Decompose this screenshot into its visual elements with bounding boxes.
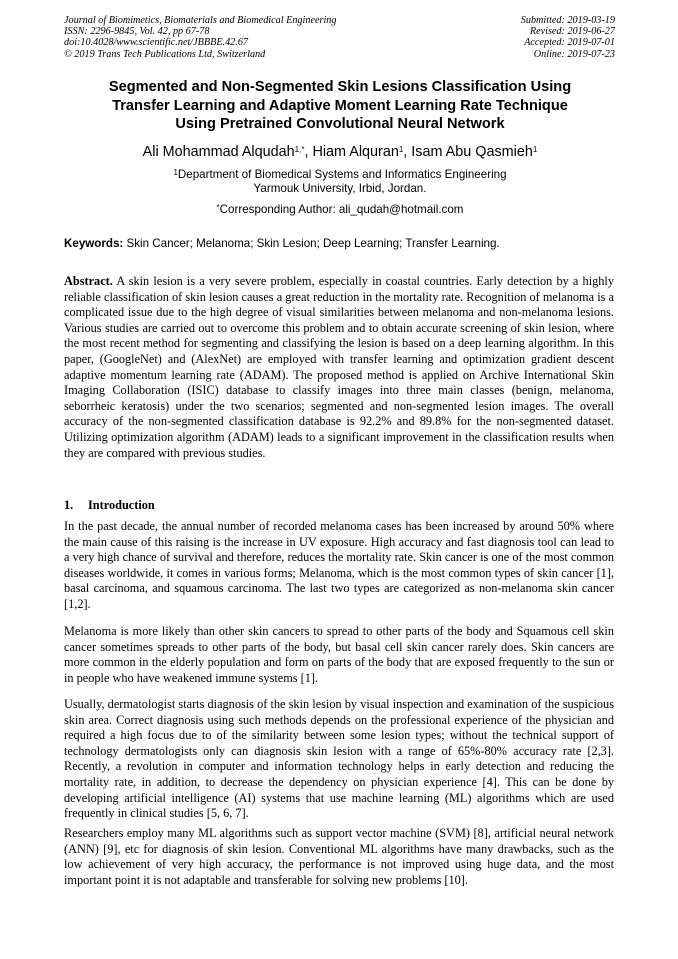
paragraph: Melanoma is more likely than other skin cancers to spread to other parts of the body and Squamous cell skin cancer sometimes spreads to other parts of the body, but basal cell skin cancer rarely does. Skin cancers are more common in the elderly population and form on parts of the body that are exposed frequently to the sun or in people who have weakened immune systems [1]. <box>64 624 614 685</box>
section-heading-introduction <box>64 498 155 513</box>
affiliation-university: Yarmouk University, Irbid, Jordan. <box>253 182 427 196</box>
author-affiliation-mark: 1 <box>532 145 538 154</box>
author-name: Ali Mohammad Alqudah <box>142 144 295 160</box>
corresponding-mark: * <box>216 203 220 212</box>
paragraph: Researchers employ many ML algorithms such as support vector machine (SVM) [8], artificial neural network (ANN) [9], etc for diagnosis of skin lesion. Conventional ML algorithms have many drawbacks, such as the low achievement of very high accuracy, the performance is not improved using huge data, and the most important point it is not adaptable and transferable for solving new problems [10]. <box>64 826 614 887</box>
paper-title <box>60 78 620 134</box>
accepted-date: Accepted: 2019-07-01 <box>524 37 615 49</box>
title-line: Segmented and Non-Segmented Skin Lesions Classification Using <box>108 79 572 95</box>
abstract-text: A skin lesion is a very severe problem, especially in coastal countries. Early detection by a highly reliable classification of skin lesion causes a great reduction in the mortality rate. Recognition of melanoma is a complicated issue due to the high degree of visual similarities between melanoma and non-melanoma lesions. Various studies are carried out to overcome this problem and to obtain accurate screening of skin lesion, where the most recent method for segmenting and classifying the lesion is based on a deep learning algorithm. In this paper, (GoogleNet) and (AlexNet) are employed with transfer learning and optimization gradient descent adaptive momentum learning rate (ADAM). The proposed method is applied on Archive International Skin Imaging Collaboration (ISIC) database to classify images into three main classes (benign, melanoma, seborrheic keratosis) under the two scenarios; segmented and non-segmented lesion images. The overall accuracy of the non-segmented classification database is 92.2% and 89.8% for the non-segmented dataset. Utilizing optimization algorithm (ADAM) leads to a significant improvement in the classification results when they are compared with previous studies. <box>64 274 614 460</box>
title-line: Using Pretrained Convolutional Neural Network <box>175 116 505 133</box>
author-name: Isam Abu Qasmieh <box>411 144 533 160</box>
dates-header <box>521 15 615 60</box>
affiliation-department: Department of Biomedical Systems and Informatics Engineering <box>177 168 507 181</box>
keywords <box>64 237 616 251</box>
author-separator: , <box>403 144 412 160</box>
author-name: Hiam Alquran <box>312 144 399 160</box>
title-line: Transfer Learning and Adaptive Moment Learning Rate Technique <box>112 97 568 114</box>
corresponding-author <box>60 203 620 217</box>
issn-volume: ISSN: 2296-9845, Vol. 42, pp 67-78 <box>64 26 210 38</box>
affiliation-mark: 1 <box>173 168 178 177</box>
author-affiliation-mark: 1 <box>398 145 404 154</box>
author-affiliation-mark: 1,* <box>294 145 305 154</box>
abstract-label: Abstract. <box>64 274 113 288</box>
doi: doi:10.4028/www.scientific.net/JBBBE.42.67 <box>64 37 249 49</box>
journal-info-header <box>64 15 336 60</box>
corresponding-author-text: Corresponding Author: ali_qudah@hotmail.com <box>219 203 464 216</box>
submitted-date: Submitted: 2019-03-19 <box>520 15 615 26</box>
journal-name: Journal of Biomimetics, Biomaterials and Biomedical Engineering <box>64 15 337 26</box>
online-date: Online: 2019-07-23 <box>533 48 615 60</box>
copyright: © 2019 Trans Tech Publications Ltd, Switzerland <box>64 48 266 60</box>
keywords-label: Keywords: <box>64 237 124 250</box>
author-list <box>60 143 620 161</box>
affiliation <box>60 168 620 197</box>
abstract <box>64 274 614 461</box>
section-number: 1. <box>64 498 74 512</box>
keywords-text: Skin Cancer; Melanoma; Skin Lesion; Deep Learning; Transfer Learning. <box>123 237 500 250</box>
paragraph: Usually, dermatologist starts diagnosis of the skin lesion by visual inspection and examination of the suspicious skin area. Correct diagnosis using such methods depends on the professional experience of the physician and required a high focus due to of the similarity between some lesion types; without the technical support of technology dermatologists only can diagnosis skin lesion with a range of 65%-80% accuracy rate [2,3]. Recently, a revolution in computer and information technology helps in early detection and reducing the mortality rate, in addition, to decrease the dependency on physician experience [4]. This can be done by developing artificial intelligence (AI) systems that use machine learning (ML) algorithms which are used frequently in clinical studies [5, 6, 7]. <box>64 697 614 821</box>
section-title: Introduction <box>88 498 155 512</box>
paragraph: In the past decade, the annual number of recorded melanoma cases has been increased by around 50% where the main cause of this raising is the increase in UV exposure. High accuracy and fast diagnosis tool can lead to a very high chance of survival and therefore, reduces the mortality rate. Skin cancer is one of the most common diseases worldwide, it comes in various forms; Melanoma, which is the most common types of skin cancer [1], basal carcinoma, and squamous carcinoma. The last two types are categorized as non-melanoma skin cancer [1,2]. <box>64 519 614 611</box>
revised-date: Revised: 2019-06-27 <box>529 26 615 38</box>
author-separator: , <box>304 144 313 160</box>
